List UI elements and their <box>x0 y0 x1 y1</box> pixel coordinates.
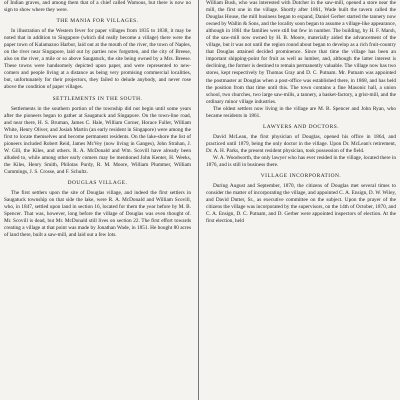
section-heading: DOUGLAS VILLAGE. <box>67 179 128 186</box>
paragraph: In illustration of the Western fever for paper villages from 1835 to 1838, it may be noted that in addition to Singapore (which did really become a village) there were the paper town of Kalamazoo Harbor, laid out at the mouth of the river, the town of Naples, on the river near Singapore, laid out by parties now forgotten, and the city of Breese, also on the river, a mile or so above Saugatuck, the site being owned by a Mrs. Breese. These towns were handsomely depicted upon paper, and were represented to new-comers and people living at a distance as being very promising commercial localities, but, unfortunately for their projectors, they failed to delude anybody, and never rose above the condition of paper villages. <box>4 28 191 91</box>
section-heading: SETTLEMENTS IN THE SOUTH. <box>52 95 143 102</box>
left-column <box>4 0 191 400</box>
paragraph: During August and September, 1870, the citizens of Douglas met several times to consider the matter of incorporating the village, and appointed C. A. Ensign, D. W. Wiley, and David Dutter, Sr., as executive committee on the subject. Upon the prayer of the citizens the village was incorporated by the supervisors, on the 14th of October, 1870, and C. A. Ensign, D. C. Putnam, and D. Gerber were appointed inspectors of election. At the first election, held <box>206 183 396 225</box>
paragraph: Settlements in the southern portion of the township did not begin until some years after the pioneers began to gather at Saugatuck and Singapore. On the town-line road, and near there, H. S. Bruman, James C. Hale, William Corner, Horace Fuller, William White, Henry Oliver, and Josiah Martin (an early resident in Singapore) were among the first to locate themselves and become permanent residents. On the lake-shore the list of pioneers included Robert Reid, James McVey (now living in Ganges), John Strahan, J. W. Gill, the Kiles, and others. R. A. McDonald and Wm. Scovill have already been alluded to, while among other early comers may be mentioned John Kenter, H. Weeks, the Kiles, Henry Smith, Philotas Purdy, R. M. Moore, William Plummer, William Cummings, J. S. Crosse, and F. Schultz. <box>4 105 191 175</box>
section-heading: LAWYERS AND DOCTORS. <box>262 123 340 130</box>
section-heading: THE MANIA FOR VILLAGES. <box>56 18 139 25</box>
paragraph: The oldest settlers now living in the village are M. B. Spencer and John Ryan, who became residents in 1861. <box>206 105 396 119</box>
paragraph: W. A. Woodworth, the only lawyer who has ever resided in the village, located there in 1876, and is still in business there. <box>206 154 396 168</box>
paragraph: William Bush, who was interested with Dutcher in the saw-mill, opened a store near the mill, the first one in the village. Shortly after 1861, Wade built the tavern called the Douglas House, the mill business began to expand, Daniel Gerber started the tannery now owned by Wallin & Sons, and the locality soon began to assume a village-like appearance, although in 1861 the families were still but few in number. The building, by H. F. Marsh, of the saw-mill now owned by H. B. Moore, materially aided the advancement of the village, but it was not until the region round about began to develop as a rich fruit-country that Douglas attained decided prominence. Since that time the village has been an important shipping-point for fruit as well as lumber, and, although the latter interest is declining, the former is destined to remain permanently valuable. The village now has two stores, kept respectively by Thomas Gray and D. C. Putnam. Mr. Putnam was appointed the postmaster at Douglas when a post-office was established there, in 1868, and has held the position from that time until this. The town contains a fine Masonic hall, a union school, two churches, two large saw-mills, a tannery, a basket-factory, a grist-mill, and the ordinary minor village industries. <box>206 0 396 105</box>
paragraph: of Indian graves, and among them that of a chief called Wamous, but there is now no sign to show where they were. <box>4 0 191 14</box>
paragraph: The first settlers upon the site of Douglas village, and indeed the first settlers in Saugatuck township on that side the lake, were R. A. McDonald and William Scovill, who, in 1847, settled upon land in section 16, located for them the year before by M. B. Spencer. That was, however, long before the village of Douglas was even thought of. Mr. Scovill is dead, but Mr. McDonald still lives on section 22. The first effort towards creating a village at that point was made by Jonathan Wade, in 1851. He bought 80 acres of land there, built a saw-mill, and laid out a few lots. <box>4 189 191 239</box>
paragraph: David McLean, the first physician of Douglas, opened his office in 1864, and practiced until 1879, being the only doctor in the village. Upon Dr. McLean's retirement, Dr. A. H. Parks, the present resident physician, took possession of the field. <box>206 133 396 154</box>
section-heading: VILLAGE INCORPORATION. <box>260 173 342 180</box>
column-divider <box>198 0 199 400</box>
right-column <box>206 0 396 400</box>
